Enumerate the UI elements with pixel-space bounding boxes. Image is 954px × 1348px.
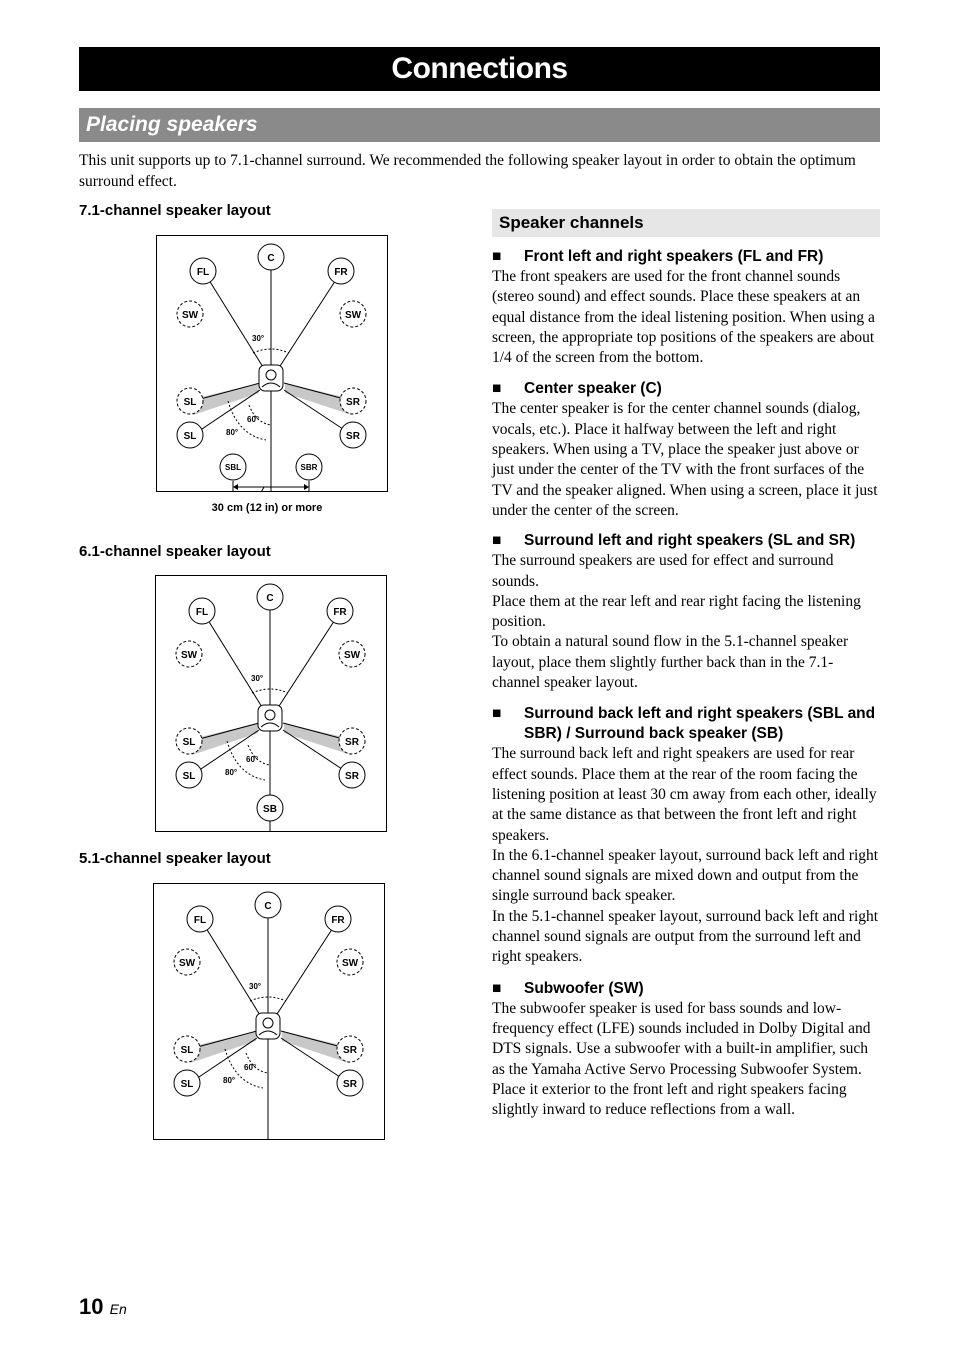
page-number [79, 1294, 127, 1320]
channel-body: The front speakers are used for the front channel sounds (stereo sound) and effect sounds. Place these speakers at an equal distance from the ideal listening position. When using a screen, the appropriate top positions of the speakers are about 1/4 of the screen from the bottom. [492, 268, 875, 367]
layout-label-7-1: 7.1-channel speaker layout [79, 202, 271, 219]
speaker-icon-c [257, 584, 283, 610]
listener-icon [256, 1013, 280, 1039]
channel-item-surround [492, 531, 880, 693]
channel-item-surround-back [492, 704, 880, 967]
svg-text:SR: SR [346, 431, 360, 442]
speaker-icon-sr-front [340, 388, 366, 414]
channel-title: Front left and right speakers (FL and FR) [524, 248, 824, 265]
svg-text:SW: SW [341, 958, 359, 969]
channel-item-center [492, 379, 880, 521]
speaker-icon-sl-front [177, 388, 203, 414]
channel-title: Center speaker (C) [524, 380, 662, 398]
svg-text:SL: SL [180, 1045, 194, 1056]
speaker-icon-fr [325, 906, 351, 932]
speaker-icon-fl [190, 258, 216, 284]
svg-text:SR: SR [343, 1079, 357, 1090]
speaker-icon-sr-front [339, 728, 365, 754]
speaker-icon-sw-left [174, 949, 200, 975]
speaker-icon-fl [187, 906, 213, 932]
svg-text:SW: SW [343, 650, 361, 661]
speaker-icon-fl [189, 598, 215, 624]
svg-text:SL: SL [182, 737, 196, 748]
angle-30-label: 30° [251, 674, 264, 683]
distance-caption: 30 cm (12 in) or more [211, 502, 323, 514]
diagram-7-1 [156, 235, 388, 492]
svg-text:SR: SR [346, 397, 360, 408]
channel-title: Surround back left and right speakers (SBL and SBR) / Surround back speaker (SB) [524, 705, 876, 743]
svg-text:SL: SL [182, 771, 196, 782]
speaker-icon-sl-rear [174, 1070, 200, 1096]
language-code: En [109, 1301, 127, 1317]
angle-60-label: 60° [246, 755, 259, 764]
channel-body: The center speaker is for the center channel sounds (dialog, vocals, etc.). Place it halfway between the left and right speakers. When using a TV, place the speaker just above or just under the center of the TV with the front surfaces of the TV and the speaker aligned. When using a screen, place it just under the center of the screen. [492, 400, 878, 519]
square-bullet-icon: ■ [492, 705, 502, 723]
svg-text:SW: SW [181, 310, 199, 321]
speaker-icon-sw-left [176, 641, 202, 667]
svg-text:SW: SW [178, 958, 196, 969]
speaker-icon-sl-front [176, 728, 202, 754]
svg-text:SL: SL [183, 397, 197, 408]
svg-text:FR: FR [333, 607, 347, 618]
section-heading: Placing speakers [79, 108, 880, 142]
svg-text:C: C [266, 593, 274, 604]
layout-label-6-1: 6.1-channel speaker layout [79, 543, 271, 560]
speaker-icon-sl-front [174, 1036, 200, 1062]
svg-text:SL: SL [180, 1079, 194, 1090]
angle-60-label: 60° [244, 1063, 257, 1072]
speaker-icon-sl-rear [177, 422, 203, 448]
speaker-icon-sw-right [340, 301, 366, 327]
angle-80-label: 80° [223, 1076, 236, 1085]
svg-text:FR: FR [334, 267, 348, 278]
svg-text:SBL: SBL [225, 463, 241, 472]
speaker-channels-heading: Speaker channels [492, 209, 880, 237]
channel-body: The surround speakers are used for effect and surround sounds. Place them at the rear left and rear right facing the listening position. To obtain a natural sound flow in the 5.1-channel speaker layout, place them slightly further back than in the 7.1-channel speaker layout. [492, 552, 861, 692]
speaker-icon-sbl [220, 454, 246, 480]
svg-text:FL: FL [195, 607, 209, 618]
angle-60-label: 60° [247, 415, 260, 424]
svg-text:C: C [267, 253, 275, 264]
page-title: Connections [79, 47, 880, 91]
speaker-icon-sr-front [337, 1036, 363, 1062]
svg-text:C: C [264, 901, 272, 912]
speaker-icon-sr-rear [337, 1070, 363, 1096]
square-bullet-icon: ■ [492, 532, 502, 550]
speaker-icon-sb [257, 795, 283, 821]
svg-text:SR: SR [345, 771, 359, 782]
diagram-5-1 [153, 883, 385, 1140]
channel-body: The subwoofer speaker is used for bass sounds and low-frequency effect (LFE) sounds included in Dolby Digital and DTS signals. Use a subwoofer with a built-in amplifier, such as the Yamaha Active Servo Processing Subwoofer System. Place it exterior to the front left and right speakers facing slightly inward to reduce reflections from a wall. [492, 999, 871, 1119]
channel-item-subwoofer [492, 979, 880, 1121]
angle-30-label: 30° [252, 334, 265, 343]
svg-text:SW: SW [344, 310, 362, 321]
svg-text:SW: SW [180, 650, 198, 661]
channel-body: The surround back left and right speakers are used for rear effect sounds. Place them at the rear of the room facing the listening position at least 30 cm away from each other, ideally at the same distance as that between the front left and right speakers. In the 6.1-channel speaker layout, surround back left and right channel sound signals are mixed down and output from the single surround back speaker. In the 5.1-channel speaker layout, surround back left and right channel sound signals are output from the surround left and right speakers. [492, 745, 879, 966]
square-bullet-icon: ■ [492, 380, 502, 398]
speaker-icon-sw-left [177, 301, 203, 327]
svg-text:SL: SL [183, 431, 197, 442]
speaker-icon-sw-right [339, 641, 365, 667]
listener-icon [258, 705, 282, 731]
square-bullet-icon: ■ [492, 248, 502, 265]
speaker-icon-sbr [296, 454, 322, 480]
angle-80-label: 80° [226, 428, 239, 437]
layout-label-5-1: 5.1-channel speaker layout [79, 850, 271, 867]
page-number-value: 10 [79, 1294, 104, 1319]
svg-text:FL: FL [193, 915, 207, 926]
channel-title: Surround left and right speakers (SL and SR) [524, 532, 856, 550]
speaker-icon-sr-rear [339, 762, 365, 788]
speaker-icon-sw-right [337, 949, 363, 975]
channel-title: Subwoofer (SW) [524, 979, 644, 997]
speaker-channels-section [492, 209, 880, 1120]
channel-item-front [492, 247, 880, 368]
intro-text: This unit supports up to 7.1-channel surround. We recommended the following speaker layout in order to obtain the optimum surround effect. [79, 152, 856, 190]
diagram-6-1 [155, 575, 387, 832]
svg-text:SBR: SBR [300, 463, 318, 472]
speaker-icon-fr [327, 598, 353, 624]
svg-text:FL: FL [196, 267, 210, 278]
square-bullet-icon: ■ [492, 979, 502, 997]
listener-icon [259, 365, 283, 391]
svg-text:SB: SB [263, 804, 277, 815]
speaker-icon-fr [328, 258, 354, 284]
angle-30-label: 30° [249, 982, 262, 991]
svg-text:SR: SR [345, 737, 359, 748]
speaker-icon-c [258, 244, 284, 270]
speaker-icon-c [255, 892, 281, 918]
svg-text:SR: SR [343, 1045, 357, 1056]
wedge-left [193, 383, 259, 415]
svg-text:FR: FR [331, 915, 345, 926]
speaker-icon-sl-rear [176, 762, 202, 788]
speaker-icon-sr-rear [340, 422, 366, 448]
angle-80-label: 80° [225, 768, 238, 777]
